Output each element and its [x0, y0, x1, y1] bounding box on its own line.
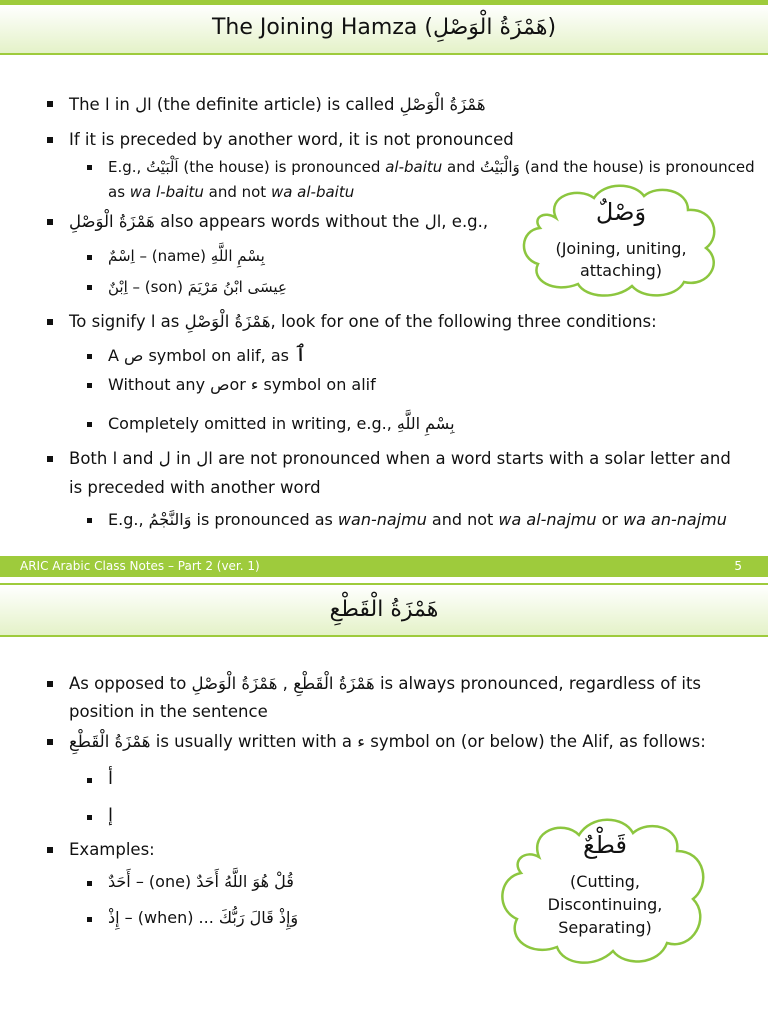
- cloud-text-line: Separating): [558, 918, 652, 937]
- cloud-arabic-word: قَطْعٌ: [583, 831, 627, 859]
- list-item: A ص symbol on alif, as ٱ: [108, 342, 307, 367]
- bullet-marker: [47, 456, 53, 462]
- list-item: إ: [108, 805, 114, 826]
- slide-cutting-hamza: [0, 579, 768, 1024]
- bullet-marker: [47, 219, 53, 225]
- sub-bullet-marker: [87, 778, 92, 783]
- bullet-marker: [47, 319, 53, 325]
- list-item-continuation: position in the sentence: [69, 702, 268, 721]
- list-item: Without any صor ء symbol on alif: [108, 375, 376, 394]
- cloud-arabic-word: وَصْلٌ: [595, 198, 647, 226]
- sub-bullet-marker: [87, 422, 92, 427]
- list-item: E.g., اَلْبَيْتُ (the house) is pronounced al-baitu and وَالْبَيْتُ (and the house) is pronounced: [108, 158, 755, 176]
- bullet-marker: [47, 101, 53, 107]
- list-item: Examples:: [69, 840, 155, 859]
- callout-cloud-wasl: [516, 178, 726, 300]
- page-number: 5: [734, 559, 742, 573]
- list-item: Both ا and ل in ال are not pronounced when a word starts with a solar letter and: [69, 449, 731, 468]
- list-item-continuation: is preceded with another word: [69, 478, 321, 497]
- bullet-marker: [47, 681, 53, 687]
- sub-bullet-marker: [87, 881, 92, 886]
- cloud-text-line: Discontinuing,: [547, 895, 663, 914]
- list-item: As opposed to هَمْزَةُ الْوَصْلِ , هَمْزَةُ الْقَطْعِ is always pronounced, regardless of its: [69, 674, 702, 693]
- callout-cloud-qat: [495, 811, 715, 971]
- list-item: Completely omitted in writing, e.g., بِسْمِ اللَّهِ: [108, 414, 455, 433]
- sub-bullet-marker: [87, 917, 92, 922]
- list-item: اِسْمٌ – (name) بِسْمِ اللَّهِ: [108, 247, 265, 265]
- bullet-marker: [47, 847, 53, 853]
- list-item: أَحَدٌ – (one) قُلْ هُوَ اللَّهُ أَحَدٌ: [108, 872, 294, 891]
- bullet-marker: [47, 739, 53, 745]
- title-suffix: ): [547, 15, 557, 40]
- list-item: هَمْزَةُ الْوَصْلِ also appears words without the ال, e.g.,: [69, 212, 489, 231]
- list-item: If it is preceded by another word, it is not pronounced: [69, 130, 514, 149]
- title-arabic: هَمْزَةُ الْوَصْلِ: [432, 15, 548, 40]
- sub-bullet-marker: [87, 518, 92, 523]
- sub-bullet-marker: [87, 815, 92, 820]
- bullet-marker: [47, 137, 53, 143]
- sub-bullet-marker: [87, 354, 92, 359]
- list-item: إِذْ – (when) وَإِذْ قَالَ رَبُّكَ ...: [108, 908, 299, 927]
- cloud-text-line: attaching): [579, 261, 663, 280]
- title-arabic: هَمْزَةُ الْقَطْعِ: [329, 597, 439, 622]
- sub-bullet-marker: [87, 383, 92, 388]
- footer-text: ARIC Arabic Class Notes – Part 2 (ver. 1): [20, 559, 260, 573]
- list-item: To signify ا as هَمْزَةُ الْوَصْلِ, look for one of the following three conditions:: [69, 312, 657, 331]
- list-item: هَمْزَةُ الْقَطْعِ is usually written with a ء symbol on (or below) the Alif, as follows:: [69, 732, 706, 751]
- sub-bullet-marker: [87, 255, 92, 260]
- list-item: أ: [108, 768, 114, 789]
- list-item: The ا in ال (the definite article) is called هَمْزَةُ الْوَصْلِ: [69, 95, 486, 114]
- cloud-text-line: (Cutting,: [570, 872, 640, 891]
- cloud-text-line: (Joining, uniting,: [555, 239, 687, 258]
- list-item-continuation: as wa l-baitu and not wa al-baitu: [108, 183, 355, 201]
- list-item: اِبْنٌ – (son) عِيسَى ابْنُ مَرْيَمَ: [108, 278, 287, 296]
- sub-bullet-marker: [87, 165, 92, 170]
- footer-bar: [0, 556, 768, 577]
- sub-bullet-marker: [87, 285, 92, 290]
- list-item: E.g., وَالنَّجْمُ is pronounced as wan-najmu and not wa al-najmu or wa an-najmu: [108, 510, 727, 529]
- title-text: The Joining Hamza (: [211, 15, 433, 40]
